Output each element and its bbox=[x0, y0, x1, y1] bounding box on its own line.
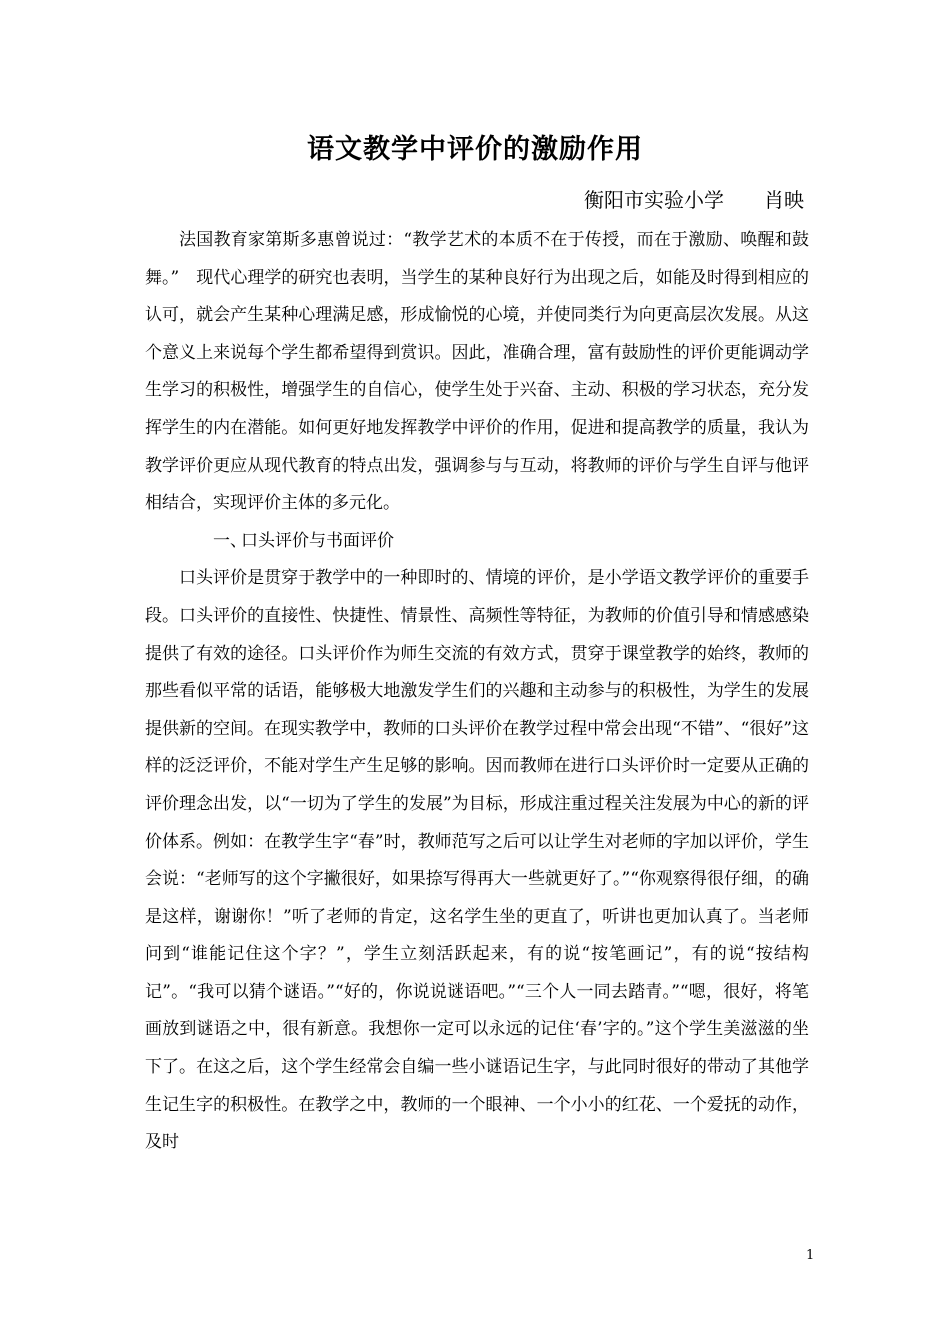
section-paragraph: 口头评价是贯穿于教学中的一种即时的、情境的评价，是小学语文教学评价的重要手段。口头评价的直接性、快捷性、情景性、高频性等特征，为教师的价值引导和情感感染提供了有效的途径。口头评价作为师生交流的有效方式，贯穿于课堂教学的始终，教师的那些看似平常的话语，能够极大地激发学生们的兴趣和主动参与的积极性，为学生的发展提供新的空间。在现实教学中，教师的口头评价在教学过程中常会出现“不错”、“很好”这样的泛泛评价，不能对学生产生足够的影响。因而教师在进行口头评价时一定要从正确的评价理念出发，以“一切为了学生的发展”为目标，形成注重过程关注发展为中心的新的评价体系。例如：在教学生字“春”时，教师范写之后可以让学生对老师的字加以评价，学生会说：“老师写的这个字撇很好，如果捺写得再大一些就更好了。”“你观察得很仔细，的确是这样，谢谢你！”听了老师的肯定，这名学生坐的更直了，听讲也更加认真了。当老师问到“谁能记住这个字？”，学生立刻活跃起来，有的说“按笔画记”，有的说“按结构记”。“我可以猜个谜语。”“好的，你说说谜语吧。”“三个人一同去踏青。”“嗯，很好，将笔画放到谜语之中，很有新意。我想你一定可以永远的记住‘春’字的。”这个学生美滋滋的坐下了。在这之后，这个学生经常会自编一些小谜语记生字，与此同时很好的带动了其他学生记生字的积极性。在教学之中，教师的一个眼神、一个小小的红花、一个爱抚的动作，及时 bbox=[145, 568, 809, 1153]
document-body bbox=[145, 222, 809, 1162]
section-heading bbox=[145, 523, 809, 561]
document-title: 语文教学中评价的激励作用 bbox=[307, 134, 643, 165]
author-line: 衡阳市实验小学 肖映 bbox=[584, 188, 804, 212]
page-number: 1 bbox=[806, 1248, 815, 1263]
section-number: 一、 bbox=[213, 530, 247, 551]
section-heading-text: 口头评价与书面评价 bbox=[241, 530, 394, 551]
intro-paragraph: 法国教育家第斯多惠曾说过：“教学艺术的本质不在于传授，而在于激励、唤醒和鼓舞。” 现代心理学的研究也表明，当学生的某种良好行为出现之后，如能及时得到相应的认可，就会产生某种心理满足感，形成愉悦的心境，并使同类行为向更高层次发展。从这个意义上来说每个学生都希望得到赏识。因此，准确合理，富有鼓励性的评价更能调动学生学习的积极性，增强学生的自信心，使学生处于兴奋、主动、积极的学习状态，充分发挥学生的内在潜能。如何更好地发挥教学中评价的作用，促进和提高教学的质量，我认为教学评价更应从现代教育的特点出发，强调参与与互动，将教师的评价与学生自评与他评相结合，实现评价主体的多元化。 bbox=[145, 230, 809, 514]
